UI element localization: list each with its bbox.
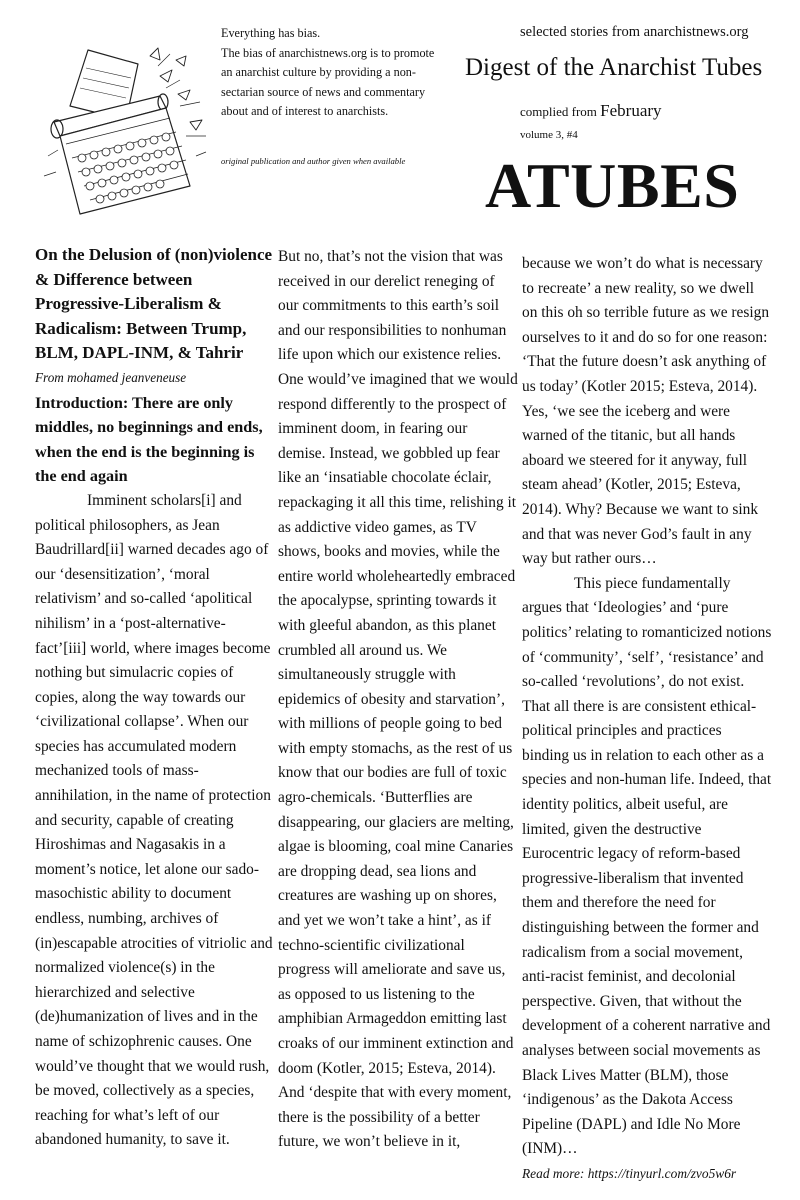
read-more-link[interactable]: Read more: https://tinyurl.com/zvo5w6r	[522, 1165, 737, 1181]
article-column-1	[35, 243, 275, 1153]
article-column-3	[522, 252, 772, 1187]
article-byline: From mohamed jeanveneuse	[35, 369, 187, 385]
column-2-body: But no, that’s not the vision that was received in our derelict reneging of our commitments to this earth’s soil and our responsibilities to nonhuman life upon which our existence relies. One would’ve imagined that we would respond differently to the prospect of imminent doom, in fearing our demise. Instead, we gobbled up fear like an ‘insatiable chocolate éclair, repackaging it all this time, relishing it as addictive video games, as TV shows, books and movies, while the entire world wholeheartedly embraced the apocalypse, sprinting towards it with gleeful abandon, as this planet crumbled all around us. We simultaneously struggle with epidemics of obesity and starvation’, with millions of people going to bed with empty stomachs, as the rest of us know that our bodies are full of toxic agro-chemicals. ‘Butterflies are disappearing, our glaciers are melting, algae is blooming, coal mine Canaries are dropping dead, sea lions and creatures are washing up on shores, and yet we won’t take a hint’, as if techno-scientific civilizational progress will ameliorate and save us, as opposed to us listening to the amphibian Armageddon emitting last croaks of our imminent extinction and doom (Kotler, 2015; Esteva, 2014). And ‘despite that with every moment, there is the possibility of a better future, we won’t believe in it,	[278, 248, 518, 1151]
compiled-from-line	[520, 100, 662, 123]
column-1-body: Imminent scholars[i] and political philosophers, as Jean Baudrillard[ii] warned decades ago of our ‘desensitization’, ‘moral relativism’ and so-called ‘apolitical nihilism’ in a ‘post-alternative-fact’[iii] world, where images become nothing but simulacric copies of copies, along the way towards our ‘civilizational collapse’. When our species has accumulated modern mechanized tools of mass-annihilation, in the name of protection and security, capable of creating Hiroshimas and Nagasakis in a moment’s notice, let alone our sado-masochistic ability to document endless, numbing, archives of (in)escapable atrocities of vitriolic and normalized violence(s) in the hierarchized and selective (de)humanization of lives and in the name of schizophrenic causes. One would’ve thought that we would rush, be moved, collectively as a species, reaching for what’s left of our abandoned humanity, to save it.	[35, 491, 273, 1149]
original-publication-note: original publication and author given when available	[221, 156, 406, 166]
bias-line-2: The bias of anarchistnews.org is to promote an anarchist culture by providing a non-sectarian source of news and commentary about and of interest to anarchists.	[221, 45, 435, 119]
volume-number: volume 3, #4	[520, 129, 578, 141]
selected-stories-line: selected stories from anarchistnews.org	[520, 24, 749, 40]
digest-title: Digest of the Anarchist Tubes	[465, 54, 763, 81]
compiled-prefix: complied from	[520, 104, 597, 119]
column-3-body: because we won’t do what is necessary to recreate’ a new reality, so we dwell on this oh so terrible future as we resign ourselves to it and do so for one reason: ‘That the future doesn’t ask anything of us today’ (Kotler 2015; Esteva, 2014). Yes, ‘we see the iceberg and were warned of the titanic, but all hands aboard we steered for it anyway, full steam ahead’ (Kotler, 2015; Esteva, 2014). Why? Because we want to sink and that was never God’s fault in any way but rather ours…	[522, 255, 770, 568]
page-header	[0, 0, 800, 238]
masthead-title: ATUBES	[485, 150, 740, 221]
article-title: On the Delusion of (non)violence & Difference between Progressive-Liberalism & Radicalism: Between Trump, BLM, DAPL-INM, & Tahrir	[35, 245, 273, 363]
compiled-month: February	[600, 101, 662, 120]
column-3-body-paragraph-2: This piece fundamentally argues that ‘Ideologies’ and ‘pure politics’ relating to romanticized notions of ‘community’, ‘self’, ‘resistance’ and so-called ‘revolutions’, do not exist. That all there is are consistent ethical-political principles and practices binding us in relation to each other as a species and non-human life. Indeed, that identity politics, albeit useful, are limited, given the destructive Eurocentric legacy of reform-based progressive-liberalism that invented them and therefore the need for distinguishing between the former and radicalism from a social movement, anti-racist feminist, and decolonial perspective. Given, that without the development of a coherent narrative and analyses between social movements as Black Lives Matter (BLM), those ‘indigenous’ as the Dakota Access Pipeline (DAPL) and Idle No More (INM)…	[522, 574, 772, 1158]
bias-statement	[221, 24, 446, 122]
typewriter-icon	[40, 36, 210, 221]
bias-line-1: Everything has bias.	[221, 26, 321, 40]
article-column-2	[278, 245, 518, 1155]
intro-heading: Introduction: There are only middles, no beginnings and ends, when the end is the beginning is the end again	[35, 393, 263, 486]
